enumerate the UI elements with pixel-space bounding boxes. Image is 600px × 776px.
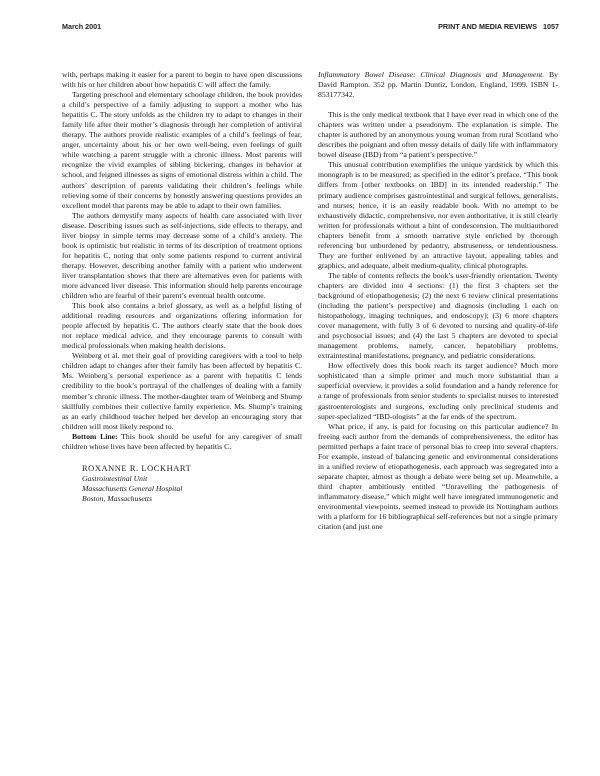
paragraph: How effectively does this book reach its target audience? Much more sophisticated than a simple primer and much more substantial than a superficial overview, it provides a solid foundation and a handy reference for a range of professionals from senior students to specialist nurses to interested gastroenterologists and surgeons, excluding only preclinical students and super-specialized “IBD-ologists” at the far ends of the spectrum. — [318, 361, 558, 421]
paragraph: This is the only medical textbook that I have ever read in which one of the chapters was written under a pseudonym. The explanation is simple. The chapter is authored by an anonymous young woman from rural Scotland who describes the poignant and often messy details of daily life with inflammatory bowel disease (IBD) from “a patient’s perspective.” — [318, 110, 558, 160]
paragraph: This book also contains a brief glossary, as well as a helpful listing of additional reading resources and organizations offering information for people affected by hepatitis C. The authors clearly state that the book does not replace medical advice, and they encourage parents to consult with medical professionals when making health decisions. — [62, 301, 302, 351]
left-column — [62, 70, 302, 504]
book-details: By David Rampton. 352 pp. Martin Duntiz, London, England, 1999. ISBN 1-853177342. — [318, 70, 558, 100]
reviewer-hospital: Massachusetts General Hospital — [82, 483, 183, 493]
reviewer-name: ROXANNE R. LOCKHART — [82, 463, 192, 473]
right-column — [318, 70, 558, 532]
page-number: 1057 — [543, 22, 559, 31]
paragraph: Weinberg et al. met their goal of providing caregivers with a tool to help children adapt to changes after their family has been affected by hepatitis C. Ms. Weinberg’s personal experience as a parent with hepatitis C lends credibility to the book’s portrayal of the challenges of dealing with a family member’s chronic illness. The mother-daughter team of Weinberg and Shump skillfully combines their collective family experience. Ms. Shump’s training as an early childhood teacher helped her develop an encouraging story that children will most likely respond to. — [62, 351, 302, 431]
reviewer-signature — [62, 464, 302, 504]
bottom-line-text: This book should be useful for any caregiver of small children whose lives have been affected by hepatitis C. — [62, 431, 302, 451]
section-title: PRINT AND MEDIA REVIEWS — [438, 22, 537, 31]
bottom-line-label: Bottom Line: — [72, 431, 118, 441]
paragraph: The table of contents reflects the book’s user-friendly orientation. Twenty chapters are divided into 4 sections: (1) the first 3 chapters set the background of etiopathogenesis; (2) the next 6 review clinical presentations (including the patient’s perspective) and diagnosis (including 1 each on histopathology, imaging techniques, and endoscopy); (3) 6 more chapters cover management, with fully 3 of 6 devoted to nursing and quality-of-life and psychosocial issues; and (4) the last 5 chapters are devoted to special management problems, namely, cancer, hepatobiliary problems, extraintestinal manifestations, pregnancy, and pediatric considerations. — [318, 270, 558, 361]
paragraph: The authors demystify many aspects of health care associated with liver disease. Describing issues such as self-injections, side effects to therapy, and liver biopsy in simple terms may decrease some of a child’s anxiety. The book is optimistic but realistic in terms of its description of treatment options for hepatitis C, noting that only some patients respond to current antiviral therapy. However, describing another family with a patient who underwent liver transplantation shows that there are alternatives even for patients with more advanced liver disease. This information should help parents encourage children who are fearful of their parent’s eventual health outcome. — [62, 210, 302, 301]
paragraph: Targeting preschool and elementary schoolage children, the book provides a child’s perspective of a family adjusting to support a mother who has hepatitis C. The story unfolds as the children try to adapt to changes in their family life after their mother’s diagnosis through her completion of antiviral therapy. The authors provide realistic examples of a child’s feelings of fear, anger, uncertainty about his or her own well-being, even feelings of guilt while watching a parent struggle with a chronic illness. Most parents will recognize the vivid examples of sibling bickering, changes in behavior at school, and feigned illnesses as signs of emotional distress within a child. The authors’ description of parents validating their children’s feelings while relieving some of their concerns by honestly answering questions provides an excellent model that parents may be able to adapt to their own families. — [62, 90, 302, 210]
issue-date: March 2001 — [62, 22, 102, 31]
bottom-line — [62, 432, 302, 452]
paragraph: This unusual contribution exemplifies the unique yardstick by which this monograph is to be measured; as specified in the editor’s preface, “This book differs from [other textbooks on IBD] in its intended readership.” The primary audience comprises gastrointestinal and surgical fellows, generalists, and nurses; hence, it is an easily readable book. With no attempt to be exhaustively didactic, comprehensive, nor even authoritative, it is still clearly written for professionals without a hint of condescension. The multiauthored chapters benefit from a smooth narrative style enriched by thorough referencing but unburdened by pedantry, abstruseness, or tendentiousness. They are further enlivened by an attractive layout, appealing tables and graphics, and adequate, albeit medium-quality, clinical photographs. — [318, 160, 558, 270]
reviewer-unit: Gastrointestinal Unit — [82, 473, 148, 483]
reviewer-city: Boston, Massachusetts — [82, 493, 153, 503]
book-citation — [318, 70, 558, 100]
page-header — [62, 22, 559, 34]
paragraph: with, perhaps making it easier for a parent to begin to have open discussions with his or her children about how hepatitis C will affect the family. — [62, 70, 302, 90]
book-title: Inflammatory Bowel Disease: Clinical Diagnosis and Management. — [318, 70, 545, 79]
running-head — [438, 22, 559, 31]
paragraph: What price, if any, is paid for focusing on this particular audience? In freeing each author from the demands of comprehensiveness, the editor has permitted perhaps a faint trace of personal bias to creep into several chapters. For example, instead of balancing genetic and environmental considerations in a unified review of etiopathogenesis, each approach was segregated into a separate chapter, almost as though a debate were being set up. Meanwhile, a third chapter ambitiously entitled “Unravelling the pathogenesis of inflammatory disease,” which might well have integrated immunogenetic and environmental viewpoints, seemed instead to provide its Nottingham authors with a platform for 16 bibliographical self-references but not a single primary citation (and just one — [318, 421, 558, 532]
